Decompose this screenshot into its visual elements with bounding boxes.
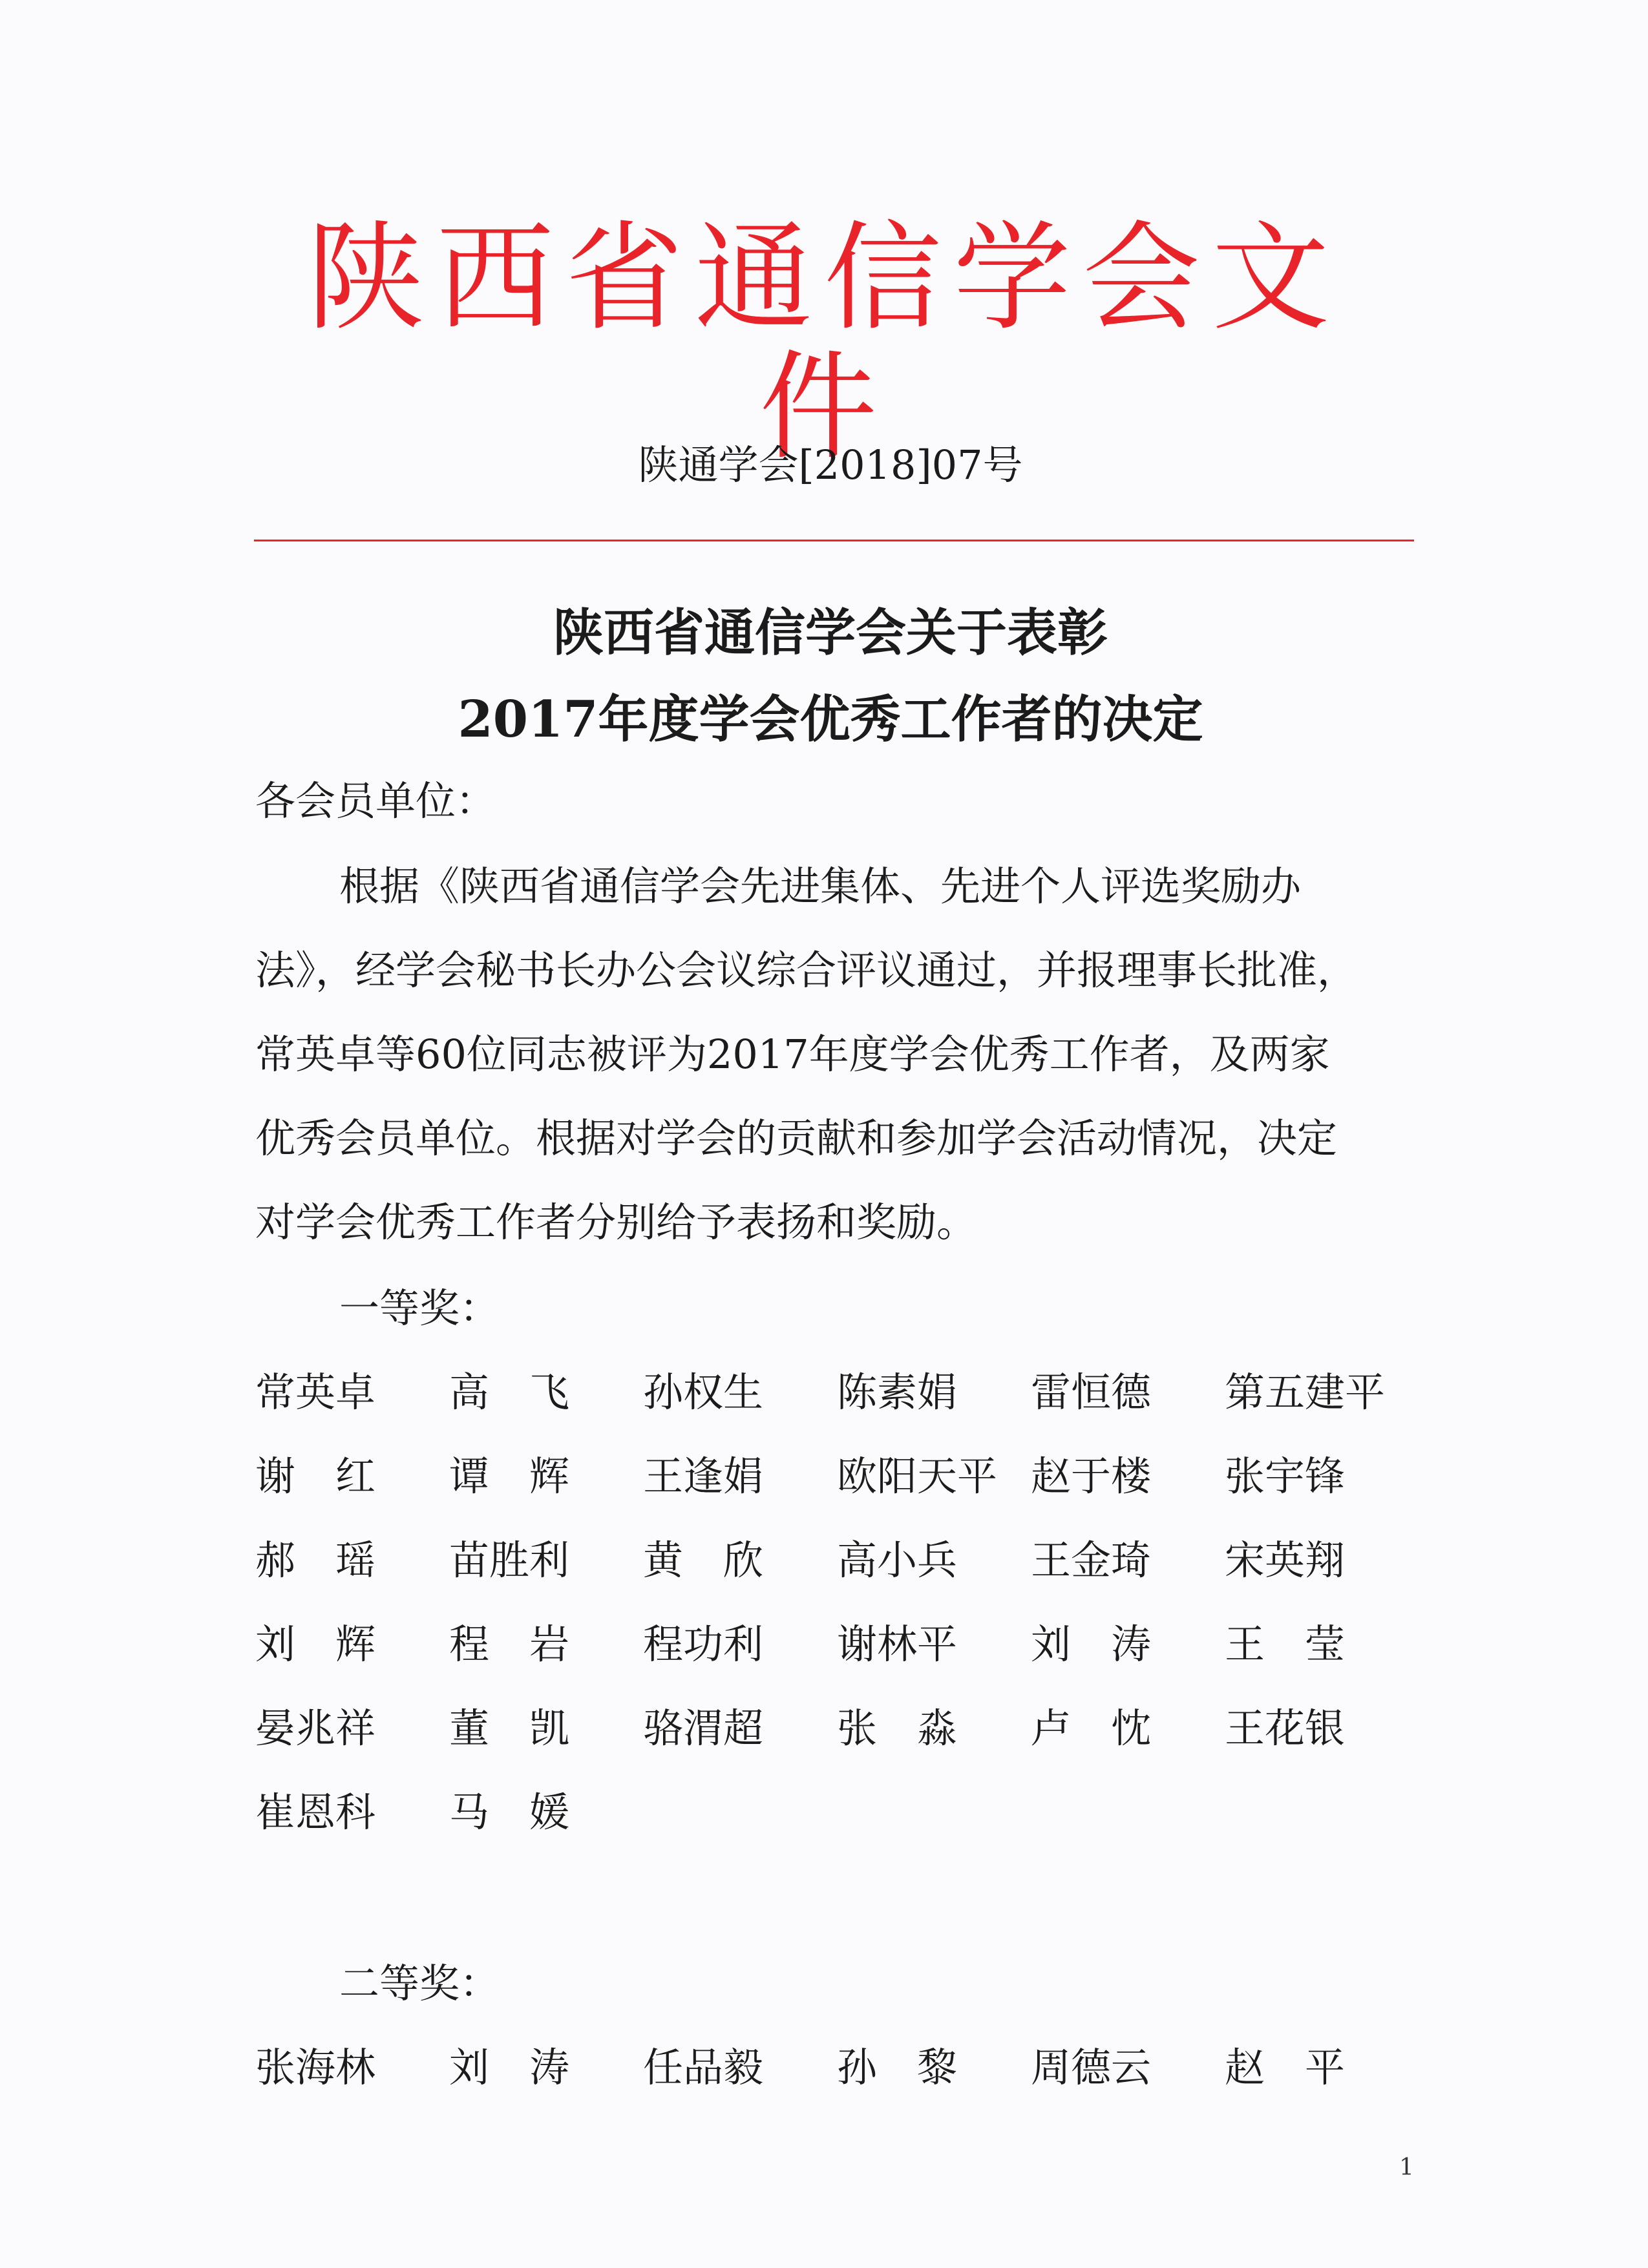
awardee-name: 孙 黎	[837, 2044, 958, 2091]
awardee-name: 晏兆祥	[255, 1705, 376, 1752]
awardee-name: 谢林平	[837, 1621, 958, 1668]
awardee-name: 孙权生	[643, 1369, 764, 1416]
page-number: 1	[1399, 2154, 1414, 2181]
masthead-title: 陕西省通信学会文件	[307, 209, 1341, 476]
name-row	[255, 2042, 1419, 2126]
awardee-name: 任品毅	[643, 2044, 764, 2091]
body-text-line: 对学会优秀工作者分别给予表扬和奖励。	[255, 1199, 977, 1246]
awardee-name: 刘 涛	[1031, 1621, 1152, 1668]
first-prize-heading: 一等奖：	[339, 1285, 500, 1332]
awardee-name	[837, 1787, 1031, 1871]
awardee-name: 马 媛	[449, 1789, 570, 1836]
awardee-name: 谭 辉	[449, 1453, 570, 1500]
name-row	[255, 1787, 1419, 1871]
document-number: 陕通学会[2018]07号	[638, 441, 1023, 488]
document-title-line-2: 2017年度学会优秀工作者的决定	[458, 690, 1203, 749]
awardee-name	[1031, 1787, 1225, 1871]
awardee-name: 高 飞	[449, 1369, 570, 1416]
awardee-name: 高小兵	[837, 1537, 958, 1584]
awardee-name: 张 淼	[837, 1705, 958, 1752]
awardee-name: 赵于楼	[1031, 1453, 1152, 1500]
awardee-name: 董 凯	[449, 1705, 570, 1752]
body-text-line: 常英卓等60位同志被评为2017年度学会优秀工作者，及两家	[255, 1031, 1330, 1078]
body-text-line: 优秀会员单位。根据对学会的贡献和参加学会活动情况，决定	[255, 1115, 1338, 1162]
second-prize-heading: 二等奖：	[339, 1960, 500, 2007]
awardee-name	[643, 1787, 837, 1871]
awardee-name: 刘 辉	[255, 1621, 376, 1668]
awardee-name: 黄 欣	[643, 1537, 764, 1584]
red-divider-line	[254, 540, 1414, 541]
body-text-line: 根据《陕西省通信学会先进集体、先进个人评选奖励办	[339, 863, 1302, 910]
awardee-name: 欧阳天平	[837, 1453, 998, 1500]
awardee-name: 郝 瑶	[255, 1537, 376, 1584]
awardee-name: 谢 红	[255, 1453, 376, 1500]
awardee-name: 王逢娟	[643, 1453, 764, 1500]
awardee-name: 卢 忱	[1031, 1705, 1152, 1752]
first-prize-name-list	[255, 1367, 1419, 1871]
awardee-name: 王 莹	[1225, 1621, 1346, 1668]
awardee-name: 宋英翔	[1225, 1537, 1346, 1584]
awardee-name: 刘 涛	[449, 2044, 570, 2091]
awardee-name: 程 岩	[449, 1621, 570, 1668]
awardee-name: 崔恩科	[255, 1789, 376, 1836]
awardee-name: 第五建平	[1225, 1369, 1386, 1416]
awardee-name: 骆渭超	[643, 1705, 764, 1752]
awardee-name: 王金琦	[1031, 1537, 1152, 1584]
document-title-line-1: 陕西省通信学会关于表彰	[553, 604, 1108, 662]
salutation: 各会员单位：	[255, 777, 496, 824]
name-row	[255, 1703, 1419, 1787]
awardee-name: 陈素娟	[837, 1369, 958, 1416]
awardee-name: 雷恒德	[1031, 1369, 1152, 1416]
name-row	[255, 1619, 1419, 1703]
awardee-name: 张宇锋	[1225, 1453, 1346, 1500]
second-prize-name-list	[255, 2042, 1419, 2126]
name-row	[255, 1535, 1419, 1619]
awardee-name	[1225, 1787, 1419, 1871]
awardee-name: 苗胜利	[449, 1537, 570, 1584]
awardee-name: 王花银	[1225, 1705, 1346, 1752]
awardee-name: 周德云	[1031, 2044, 1152, 2091]
awardee-name: 张海林	[255, 2044, 376, 2091]
name-row	[255, 1451, 1419, 1535]
awardee-name: 常英卓	[255, 1369, 376, 1416]
awardee-name: 程功利	[643, 1621, 764, 1668]
awardee-name: 赵 平	[1225, 2044, 1346, 2091]
body-text-line: 法》，经学会秘书长办公会议综合评议通过，并报理事长批准，	[255, 947, 1358, 994]
name-row	[255, 1367, 1419, 1451]
